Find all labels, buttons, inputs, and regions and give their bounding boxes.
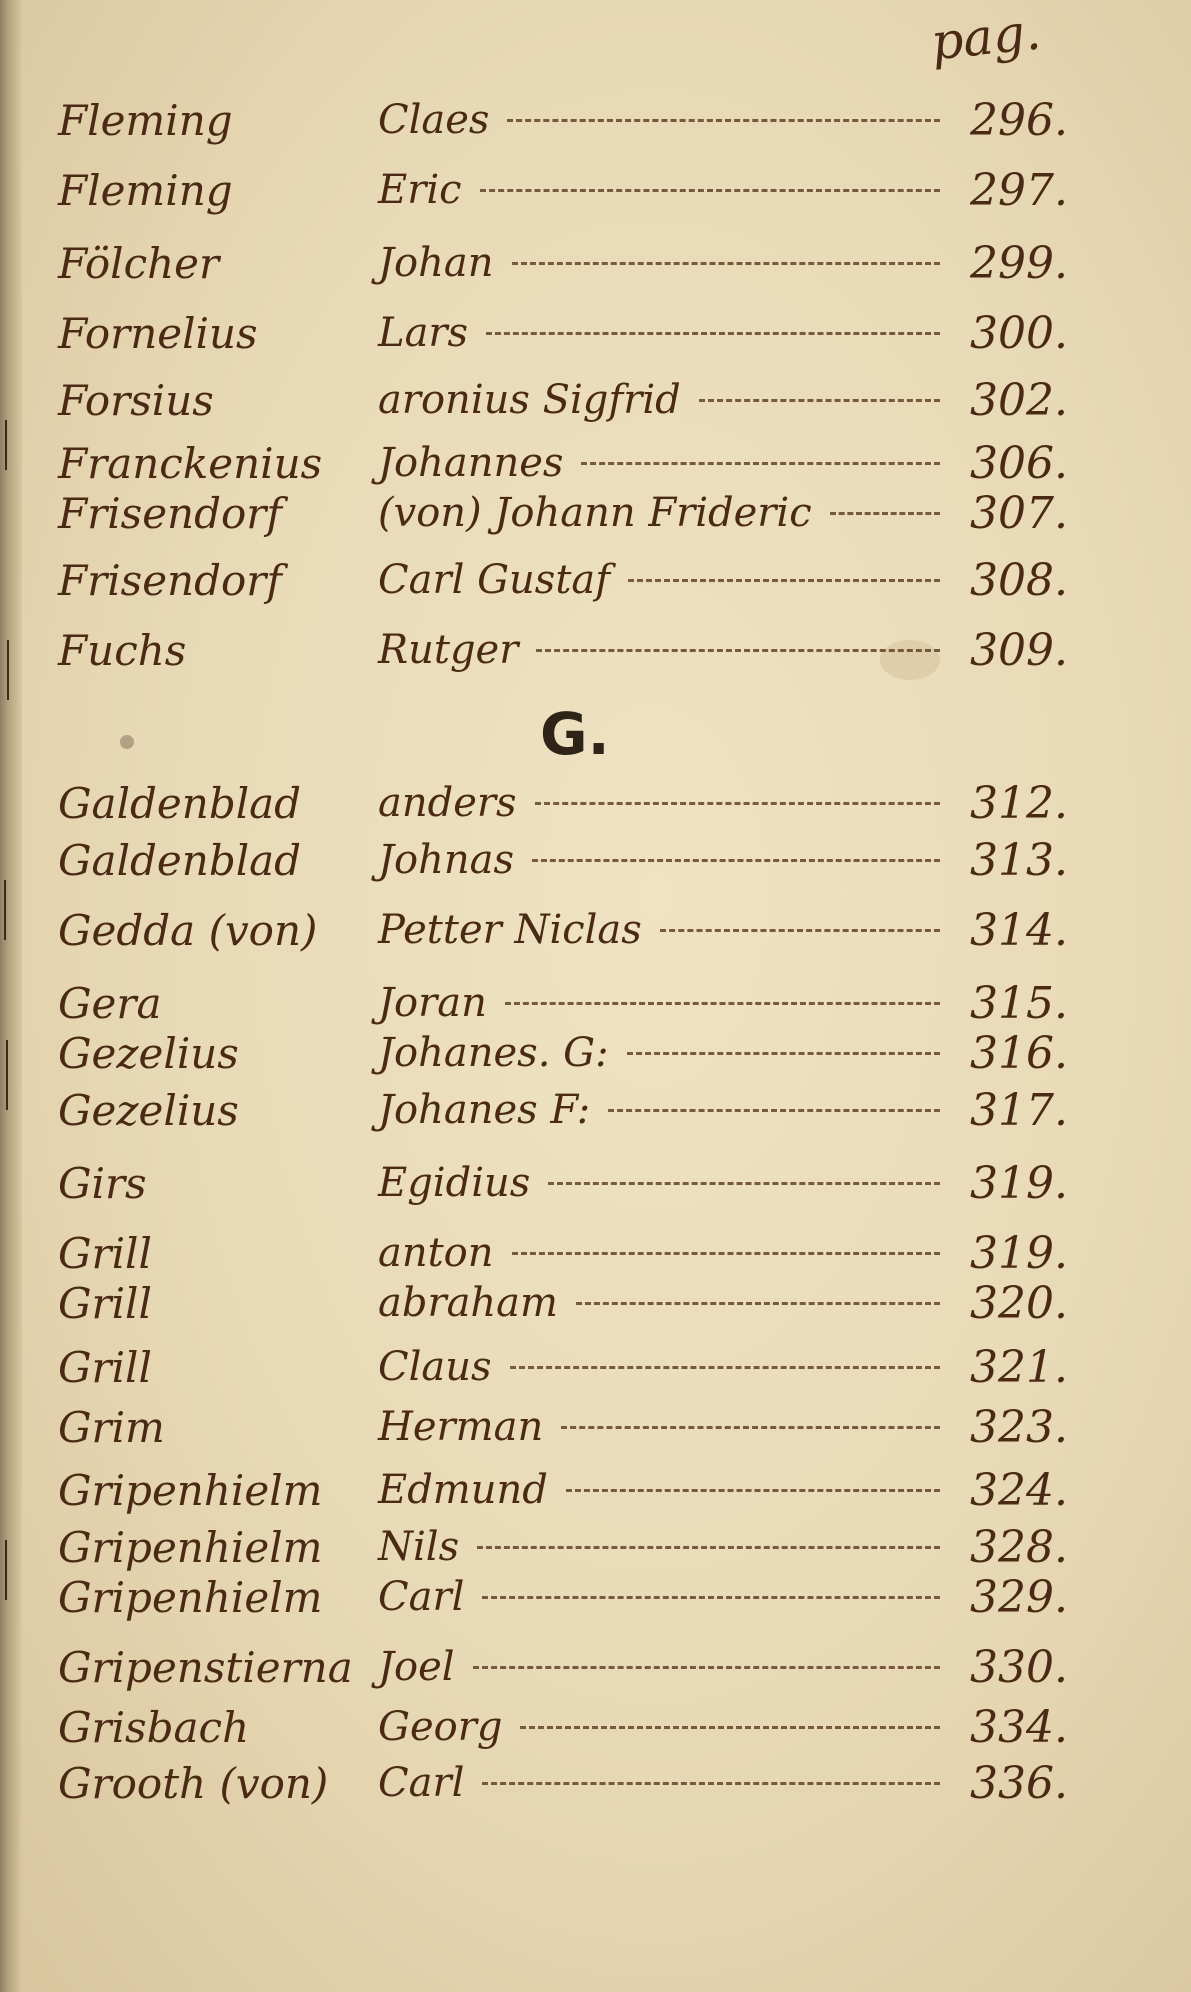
leader-dashes [627,1052,940,1055]
entry-surname: Forsius [58,375,214,425]
entry-given-name: abraham [378,1280,558,1326]
leader-dashes [566,1489,940,1492]
entry-surname: Gezelius [58,1085,239,1135]
entry-page-number: 320. [970,1277,1068,1329]
entry-page-number: 316. [970,1027,1068,1079]
leader-dashes [482,1596,940,1599]
entry-page-number: 308. [970,554,1068,606]
entry-page-number: 334. [970,1701,1068,1753]
index-entry [58,1562,1068,1632]
index-entry [58,478,1068,548]
leader-dashes [699,399,940,402]
entry-page-number: 323. [970,1401,1068,1453]
entry-surname: Gripenstierna [58,1642,353,1692]
leader-dashes [482,1782,940,1785]
entry-surname: Fornelius [58,308,258,358]
entry-page-number: 302. [970,374,1068,426]
entry-given-name: Eric [378,167,462,213]
index-entry [58,298,1068,368]
entry-surname: Gripenhielm [58,1465,323,1515]
entry-given-name: Georg [378,1704,503,1750]
entry-page-number: 297. [970,164,1068,216]
entry-page-number: 306. [970,437,1068,489]
entry-given-name: Petter Niclas [378,907,642,953]
entry-surname: Gripenhielm [58,1522,323,1572]
index-entry [58,85,1068,155]
entry-given-name: Johannes [378,440,564,486]
index-entry [58,615,1068,685]
leader-dashes [548,1182,940,1185]
page-column-header: pag. [928,2,1044,72]
entry-given-name: Carl Gustaf [378,557,611,603]
entry-page-number: 300. [970,307,1068,359]
entry-page-number: 309. [970,624,1068,676]
leader-dashes [535,802,940,805]
index-entry [58,1148,1068,1218]
entry-given-name: Carl [378,1760,465,1806]
index-entry [58,1268,1068,1338]
entry-given-name: Nils [378,1524,460,1570]
entry-surname: Gera [58,978,162,1028]
entry-page-number: 315. [970,977,1068,1029]
entry-given-name: Johanes F: [378,1087,591,1133]
entry-surname: Gezelius [58,1028,239,1078]
entry-given-name: Johnas [378,837,515,883]
entry-page-number: 324. [970,1464,1068,1516]
leader-dashes [520,1726,940,1729]
entry-given-name: Joran [378,980,487,1026]
index-entry [58,155,1068,225]
leader-dashes [512,1252,940,1255]
entry-page-number: 336. [970,1757,1068,1809]
leader-dashes [480,189,940,192]
entry-surname: Grill [58,1228,152,1278]
leader-dashes [505,1002,940,1005]
leader-dashes [581,462,940,465]
leader-dashes [561,1426,940,1429]
index-entry [58,1748,1068,1818]
entry-surname: Galdenblad [58,835,302,885]
entry-given-name: Johan [378,240,494,286]
entry-surname: Frisendorf [58,488,282,538]
index-entry [58,545,1068,615]
entry-given-name: Johanes. G: [378,1030,609,1076]
leader-dashes [507,119,940,122]
entry-given-name: Joel [378,1644,455,1690]
entry-given-name: anders [378,780,517,826]
entry-page-number: 314. [970,904,1068,956]
leader-dashes [512,262,941,265]
entry-given-name: Egidius [378,1160,531,1206]
entry-surname: Grill [58,1342,152,1392]
leader-dashes [660,929,940,932]
entry-page-number: 317. [970,1084,1068,1136]
entry-page-number: 312. [970,777,1068,829]
entry-given-name: Rutger [378,627,519,673]
page-edge-marks [0,0,12,1992]
entry-surname: Grisbach [58,1702,250,1752]
entry-page-number: 328. [970,1521,1068,1573]
index-entry [58,825,1068,895]
index-entry [58,1075,1068,1145]
index-entry [58,1392,1068,1462]
leader-dashes [532,859,940,862]
leader-dashes [536,649,940,652]
entry-given-name: anton [378,1230,494,1276]
leader-dashes [830,512,940,515]
entry-surname: Frisendorf [58,555,282,605]
index-entry [58,895,1068,965]
entry-surname: Fleming [58,95,233,145]
entry-surname: Fleming [58,165,233,215]
entry-surname: Gripenhielm [58,1572,323,1622]
leader-dashes [576,1302,940,1305]
entry-page-number: 319. [970,1157,1068,1209]
leader-dashes [473,1666,940,1669]
entry-given-name: aronius Sigfrid [378,377,681,423]
entry-surname: Girs [58,1158,147,1208]
section-letter: G. [540,700,610,768]
index-entry [58,365,1068,435]
entry-page-number: 313. [970,834,1068,886]
entry-page-number: 319. [970,1227,1068,1279]
entry-given-name: Lars [378,310,469,356]
leader-dashes [628,579,940,582]
entry-surname: Galdenblad [58,778,302,828]
entry-surname: Fölcher [58,238,220,288]
entry-page-number: 321. [970,1341,1068,1393]
entry-page-number: 299. [970,237,1068,289]
entry-given-name: Edmund [378,1467,548,1513]
entry-given-name: Carl [378,1574,465,1620]
entry-surname: Gedda (von) [58,905,318,955]
index-entry [58,228,1068,298]
entry-page-number: 307. [970,487,1068,539]
leader-dashes [510,1366,940,1369]
leader-dashes [486,332,940,335]
entry-given-name: Herman [378,1404,544,1450]
entry-surname: Fuchs [58,625,187,675]
leader-dashes [477,1546,940,1549]
entry-given-name: Claes [378,97,490,143]
entry-page-number: 329. [970,1571,1068,1623]
leader-dashes [608,1109,940,1112]
entry-given-name: (von) Johann Frideric [378,490,812,536]
ink-dot [120,735,134,749]
entry-page-number: 330. [970,1641,1068,1693]
entry-surname: Grill [58,1278,152,1328]
entry-surname: Franckenius [58,438,323,488]
entry-given-name: Claus [378,1344,492,1390]
entry-surname: Grim [58,1402,165,1452]
entry-page-number: 296. [970,94,1068,146]
entry-surname: Grooth (von) [58,1758,329,1808]
